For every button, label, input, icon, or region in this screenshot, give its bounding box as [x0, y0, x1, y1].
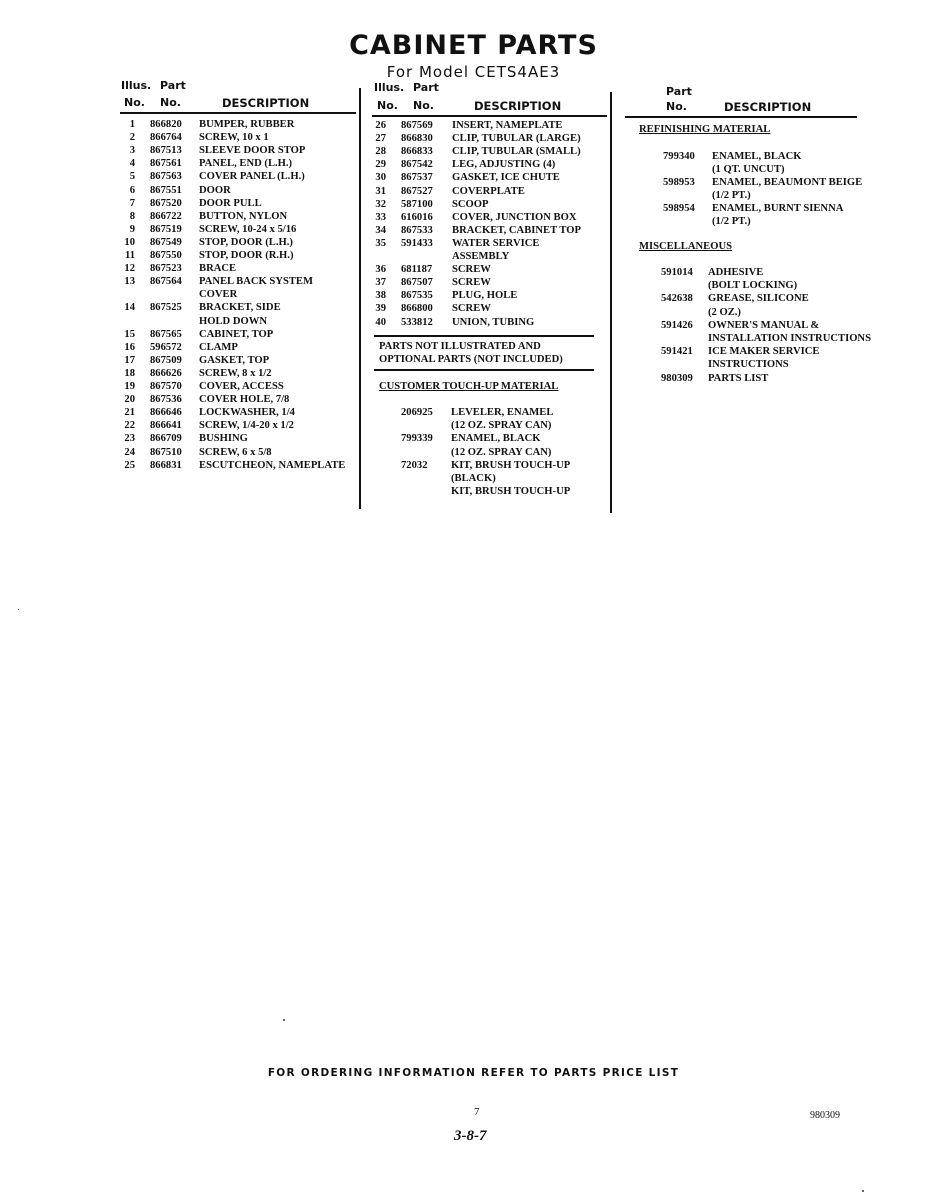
column-divider-1 — [359, 88, 361, 509]
part-description: COVER PANEL (L.H.) — [199, 171, 305, 183]
part-description: BUTTON, NYLON — [199, 210, 288, 222]
illus-number: 31 — [375, 185, 386, 197]
parts-row — [121, 210, 357, 223]
ordering-info-note: FOR ORDERING INFORMATION REFER TO PARTS PRICE LIST — [267, 1067, 680, 1079]
part-description: WATER SERVICE — [452, 237, 540, 249]
part-number: 591433 — [401, 237, 433, 249]
part-description: COVER HOLE, 7/8 — [199, 394, 290, 406]
part-number: 867565 — [150, 328, 182, 340]
misc-row — [624, 345, 884, 358]
part-number: 799340 — [663, 151, 695, 162]
part-description: BRACE — [199, 263, 237, 275]
part-number: 867523 — [150, 263, 182, 275]
parts-row — [372, 250, 608, 263]
part-number: 591014 — [661, 267, 693, 278]
touchup-row — [372, 485, 608, 498]
part-description: BUMPER, RUBBER — [199, 119, 295, 130]
refinishing-row — [624, 189, 874, 202]
parts-row — [121, 275, 357, 288]
illus-number: 34 — [375, 224, 386, 236]
part-number: 867563 — [150, 171, 182, 183]
col2-header-illus: Illus. — [374, 81, 405, 94]
part-description: GASKET, TOP — [199, 354, 270, 366]
touchup-row — [372, 419, 608, 432]
part-description: LOCKWASHER, 1/4 — [199, 407, 295, 419]
part-number: 72032 — [401, 459, 428, 471]
illus-number: 25 — [124, 459, 135, 471]
parts-row — [372, 237, 608, 250]
not-illustrated-heading-line1: PARTS NOT ILLUSTRATED AND — [379, 341, 541, 352]
misc-row — [624, 306, 884, 319]
touchup-row — [372, 446, 608, 459]
part-description: SCREW, 10-24 x 5/16 — [199, 223, 297, 235]
part-description: ASSEMBLY — [452, 251, 510, 262]
part-number: 867527 — [401, 185, 433, 197]
parts-row — [121, 118, 357, 131]
part-number: 598953 — [663, 177, 695, 188]
parts-row — [121, 393, 357, 406]
illus-number: 12 — [124, 263, 135, 275]
part-description: PANEL BACK SYSTEM — [199, 276, 314, 288]
illus-number: 23 — [124, 433, 135, 445]
part-number: 867525 — [150, 302, 182, 314]
misc-row — [624, 292, 884, 305]
part-description: INSTALLATION INSTRUCTIONS — [708, 333, 871, 344]
parts-row — [121, 432, 357, 445]
part-number: 681187 — [401, 264, 433, 276]
col3-header-no: No. — [666, 100, 687, 113]
illus-number: 30 — [375, 172, 386, 184]
part-number: 866820 — [150, 119, 182, 130]
illus-number: 22 — [124, 420, 135, 432]
illus-number: 39 — [375, 303, 386, 315]
part-number: 866800 — [401, 303, 433, 315]
part-description: DOOR PULL — [199, 197, 262, 209]
part-number: 596572 — [150, 341, 182, 353]
part-description: SCREW, 6 x 5/8 — [199, 446, 272, 458]
touchup-row — [372, 459, 608, 472]
misc-row — [624, 358, 884, 371]
part-number: 533812 — [401, 316, 433, 328]
part-number: 591421 — [661, 346, 693, 358]
part-description: CLIP, TUBULAR (SMALL) — [452, 146, 581, 158]
parts-row — [121, 131, 357, 144]
scan-speck — [283, 1019, 285, 1021]
part-description: COVER — [199, 289, 238, 301]
illus-number: 32 — [375, 198, 386, 210]
handwritten-mark: 3-8-7 — [454, 1128, 487, 1144]
parts-row — [372, 145, 608, 158]
part-description: OWNER'S MANUAL & — [708, 319, 820, 331]
part-number: 591426 — [661, 319, 693, 331]
illus-number: 24 — [124, 446, 135, 458]
part-number: 206925 — [401, 407, 433, 418]
part-description: HOLD DOWN — [199, 315, 267, 327]
part-description: STOP, DOOR (R.H.) — [199, 250, 294, 261]
parts-row — [121, 170, 357, 183]
illus-number: 16 — [124, 341, 135, 353]
parts-row — [121, 459, 357, 472]
part-number: 867561 — [150, 158, 182, 170]
part-description: ENAMEL, BLACK — [712, 151, 802, 162]
part-number: 866831 — [150, 459, 182, 471]
part-number: 867520 — [150, 197, 182, 209]
illus-number: 13 — [124, 276, 135, 288]
col1-header-rule — [120, 112, 356, 114]
part-description: BRACKET, SIDE — [199, 302, 281, 314]
parts-row — [121, 315, 357, 328]
part-number: 866830 — [401, 133, 433, 145]
parts-row — [372, 211, 608, 224]
parts-row — [372, 302, 608, 315]
illus-number: 33 — [375, 211, 386, 223]
part-description: (12 OZ. SPRAY CAN) — [451, 420, 552, 432]
col2-header-rule — [372, 115, 607, 117]
illus-number: 1 — [129, 119, 135, 130]
part-description: COVERPLATE — [452, 185, 525, 197]
refinishing-row — [624, 202, 874, 215]
parts-row — [372, 158, 608, 171]
col1-header-no2: No. — [160, 96, 181, 109]
refinishing-row — [624, 176, 874, 189]
part-description: CLIP, TUBULAR (LARGE) — [452, 133, 581, 145]
parts-row — [121, 249, 357, 262]
parts-row — [121, 197, 357, 210]
part-number: 867513 — [150, 145, 182, 157]
illus-number: 38 — [375, 290, 386, 302]
col2-header-no2: No. — [413, 99, 434, 112]
illus-number: 21 — [124, 407, 135, 419]
parts-row — [121, 406, 357, 419]
part-number: 867569 — [401, 120, 433, 131]
illus-number: 3 — [129, 145, 135, 157]
not-illustrated-heading-line2: OPTIONAL PARTS (NOT INCLUDED) — [379, 354, 563, 365]
touchup-row — [372, 406, 608, 419]
illus-number: 19 — [124, 381, 135, 392]
part-description: SCREW, 8 x 1/2 — [199, 367, 272, 379]
part-number: 866641 — [150, 420, 182, 432]
illus-number: 20 — [124, 394, 135, 406]
part-description: SCREW, 1/4-20 x 1/2 — [199, 420, 294, 432]
part-number: 866709 — [150, 433, 182, 445]
part-number: 867564 — [150, 276, 182, 288]
part-number: 867507 — [401, 277, 433, 289]
parts-row — [121, 223, 357, 236]
part-number: 867519 — [150, 223, 182, 235]
part-description: KIT, BRUSH TOUCH-UP — [451, 486, 571, 498]
col2-not-illustrated-rule — [374, 369, 594, 371]
touchup-heading: CUSTOMER TOUCH-UP MATERIAL — [379, 381, 559, 392]
col2-header-no1: No. — [377, 99, 398, 112]
parts-row — [121, 419, 357, 432]
part-description: ENAMEL, BLACK — [451, 433, 541, 445]
parts-row — [372, 171, 608, 184]
illus-number: 35 — [375, 237, 386, 249]
column-divider-2 — [610, 92, 612, 513]
illus-number: 14 — [124, 302, 135, 314]
illus-number: 29 — [375, 159, 386, 171]
page-number: 7 — [474, 1106, 480, 1118]
part-description: PANEL, END (L.H.) — [199, 158, 293, 170]
part-number: 866626 — [150, 367, 182, 379]
misc-heading: MISCELLANEOUS — [639, 241, 733, 252]
part-description: (2 OZ.) — [708, 306, 741, 318]
part-description: GREASE, SILICONE — [708, 293, 809, 305]
parts-row — [121, 301, 357, 314]
page-title: CABINET PARTS — [349, 30, 598, 61]
part-description: SCOOP — [452, 198, 489, 210]
touchup-row — [372, 472, 608, 485]
part-number: 867537 — [401, 172, 433, 184]
col2-separator-rule — [374, 335, 594, 337]
refinishing-row — [624, 163, 874, 176]
part-number: 867536 — [150, 394, 182, 406]
part-description: LEG, ADJUSTING (4) — [452, 159, 556, 171]
refinishing-row — [624, 215, 874, 228]
part-description: KIT, BRUSH TOUCH-UP — [451, 459, 571, 471]
part-number: 867542 — [401, 159, 433, 171]
part-number: 542638 — [661, 293, 693, 305]
parts-row — [372, 263, 608, 276]
misc-row — [624, 372, 884, 385]
part-description: BRACKET, CABINET TOP — [452, 224, 582, 236]
illus-number: 8 — [129, 210, 135, 222]
part-number: 867570 — [150, 381, 182, 392]
parts-row — [121, 288, 357, 301]
parts-row — [121, 144, 357, 157]
misc-row — [624, 279, 884, 292]
illus-number: 37 — [375, 277, 386, 289]
parts-row — [372, 316, 608, 329]
part-description: COVER, JUNCTION BOX — [452, 211, 577, 223]
scan-speck — [18, 609, 19, 610]
parts-row — [121, 354, 357, 367]
part-description: STOP, DOOR (L.H.) — [199, 236, 293, 248]
parts-row — [121, 446, 357, 459]
parts-row — [372, 276, 608, 289]
illus-number: 26 — [375, 120, 386, 131]
part-description: (BOLT LOCKING) — [708, 280, 798, 292]
part-description: GASKET, ICE CHUTE — [452, 172, 560, 184]
part-description: (BLACK) — [451, 473, 496, 484]
parts-row — [121, 184, 357, 197]
refinishing-heading: REFINISHING MATERIAL — [639, 124, 771, 135]
part-description: ENAMEL, BURNT SIENNA — [712, 203, 844, 214]
col1-header-description: DESCRIPTION — [222, 96, 310, 110]
part-description: ESCUTCHEON, NAMEPLATE — [199, 459, 346, 471]
illus-number: 2 — [129, 132, 135, 144]
part-number: 867510 — [150, 446, 182, 458]
part-description: INSTRUCTIONS — [708, 359, 789, 371]
misc-row — [624, 332, 884, 345]
misc-row — [624, 319, 884, 332]
part-number: 587100 — [401, 198, 433, 210]
parts-row — [372, 224, 608, 237]
part-description: (1 QT. UNCUT) — [712, 164, 785, 175]
part-description: PLUG, HOLE — [452, 290, 518, 302]
illus-number: 40 — [375, 316, 386, 328]
part-description: CABINET, TOP — [199, 328, 274, 340]
part-number: 799339 — [401, 433, 433, 445]
part-description: ICE MAKER SERVICE — [708, 346, 820, 358]
part-number: 980309 — [661, 372, 693, 384]
part-description: SCREW — [452, 277, 491, 289]
model-subtitle: For Model CETS4AE3 — [386, 63, 561, 81]
col1-header-no1: No. — [124, 96, 145, 109]
illus-number: 4 — [129, 158, 135, 170]
parts-row — [372, 198, 608, 211]
part-number: 867551 — [150, 184, 182, 196]
touchup-row — [372, 432, 608, 445]
illus-number: 17 — [124, 354, 135, 366]
parts-row — [372, 289, 608, 302]
part-number: 866764 — [150, 132, 182, 144]
part-number: 867550 — [150, 250, 182, 261]
part-description: ADHESIVE — [708, 267, 764, 278]
illus-number: 7 — [129, 197, 135, 209]
part-description: BUSHING — [199, 433, 248, 445]
part-number: 867533 — [401, 224, 433, 236]
col3-header-part: Part — [666, 85, 692, 98]
col2-header-part: Part — [413, 81, 439, 94]
part-description: DOOR — [199, 184, 231, 196]
part-description: COVER, ACCESS — [199, 381, 284, 392]
scan-speck — [862, 1190, 864, 1192]
col1-header-illus: Illus. — [121, 79, 152, 92]
parts-row — [121, 157, 357, 170]
document-code: 980309 — [810, 1110, 840, 1121]
part-description: LEVELER, ENAMEL — [451, 407, 554, 418]
parts-row — [372, 119, 608, 132]
part-number: 867509 — [150, 354, 182, 366]
part-number: 867535 — [401, 290, 433, 302]
part-description: CLAMP — [199, 341, 238, 353]
parts-row — [121, 262, 357, 275]
illus-number: 36 — [375, 264, 386, 276]
parts-row — [372, 132, 608, 145]
parts-row — [121, 236, 357, 249]
part-number: 866722 — [150, 210, 182, 222]
part-number: 866646 — [150, 407, 182, 419]
part-description: UNION, TUBING — [452, 316, 535, 328]
illus-number: 28 — [375, 146, 386, 158]
part-description: SCREW — [452, 303, 491, 315]
illus-number: 5 — [129, 171, 135, 183]
part-description: (12 OZ. SPRAY CAN) — [451, 446, 552, 458]
col3-header-description: DESCRIPTION — [724, 100, 812, 114]
part-number: 866833 — [401, 146, 433, 158]
illus-number: 18 — [124, 367, 135, 379]
illus-number: 15 — [124, 328, 135, 340]
part-number: 616016 — [401, 211, 433, 223]
part-description: SCREW — [452, 264, 491, 276]
col2-header-description: DESCRIPTION — [474, 99, 562, 113]
parts-row — [121, 328, 357, 341]
illus-number: 27 — [375, 133, 386, 145]
parts-row — [372, 185, 608, 198]
part-description: ENAMEL, BEAUMONT BEIGE — [712, 177, 863, 188]
parts-row — [121, 341, 357, 354]
parts-row — [121, 380, 357, 393]
illus-number: 10 — [124, 236, 135, 248]
col1-header-part: Part — [160, 79, 186, 92]
parts-row — [121, 367, 357, 380]
illus-number: 11 — [124, 250, 135, 261]
illus-number: 6 — [129, 184, 135, 196]
col3-header-rule — [625, 116, 857, 118]
part-description: (1/2 PT.) — [712, 216, 751, 227]
part-description: SCREW, 10 x 1 — [199, 132, 269, 144]
illus-number: 9 — [129, 223, 135, 235]
part-description: INSERT, NAMEPLATE — [452, 120, 563, 131]
part-number: 867549 — [150, 236, 182, 248]
part-description: SLEEVE DOOR STOP — [199, 145, 306, 157]
part-number: 598954 — [663, 203, 695, 214]
part-description: (1/2 PT.) — [712, 190, 751, 201]
misc-row — [624, 266, 884, 279]
part-description: PARTS LIST — [708, 372, 769, 384]
refinishing-row — [624, 150, 874, 163]
